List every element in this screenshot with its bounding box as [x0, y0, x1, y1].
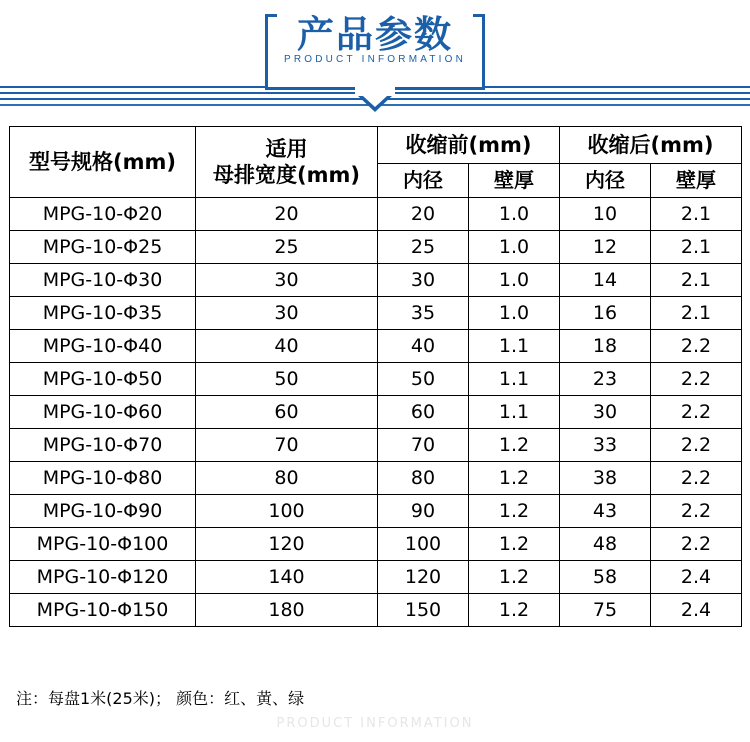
cell-before-wt: 1.0	[469, 297, 560, 330]
cell-after-wt: 2.2	[651, 495, 742, 528]
banner-arrow-inner-icon	[363, 96, 387, 107]
table-row	[10, 462, 742, 495]
header-after-wall-thickness: 壁厚	[651, 164, 742, 198]
table-row	[10, 264, 742, 297]
table-row	[10, 528, 742, 561]
cell-busbar: 80	[196, 462, 378, 495]
cell-before-wt: 1.0	[469, 264, 560, 297]
cell-before-id: 150	[378, 594, 469, 627]
cell-after-id: 16	[560, 297, 651, 330]
cell-model: MPG-10-Φ120	[10, 561, 196, 594]
table-header-row-1	[10, 127, 742, 164]
cell-before-wt: 1.2	[469, 561, 560, 594]
cell-after-id: 10	[560, 198, 651, 231]
cell-model: MPG-10-Φ80	[10, 462, 196, 495]
cell-after-wt: 2.2	[651, 330, 742, 363]
table-row	[10, 363, 742, 396]
cell-after-wt: 2.4	[651, 561, 742, 594]
cell-before-id: 25	[378, 231, 469, 264]
cell-before-id: 90	[378, 495, 469, 528]
cell-model: MPG-10-Φ25	[10, 231, 196, 264]
cell-before-wt: 1.1	[469, 396, 560, 429]
cell-before-id: 20	[378, 198, 469, 231]
cell-busbar: 180	[196, 594, 378, 627]
cell-after-wt: 2.2	[651, 462, 742, 495]
cell-busbar: 60	[196, 396, 378, 429]
cell-before-id: 120	[378, 561, 469, 594]
cell-after-wt: 2.2	[651, 429, 742, 462]
cell-model: MPG-10-Φ20	[10, 198, 196, 231]
cell-busbar: 40	[196, 330, 378, 363]
cell-after-id: 33	[560, 429, 651, 462]
cell-before-id: 50	[378, 363, 469, 396]
header-banner	[0, 0, 750, 118]
cell-before-wt: 1.1	[469, 330, 560, 363]
cell-after-id: 23	[560, 363, 651, 396]
table-row	[10, 330, 742, 363]
cell-model: MPG-10-Φ50	[10, 363, 196, 396]
header-before-wall-thickness: 壁厚	[469, 164, 560, 198]
header-after-shrink: 收缩后(mm)	[560, 127, 742, 164]
cell-before-id: 35	[378, 297, 469, 330]
table-row	[10, 561, 742, 594]
cell-before-id: 70	[378, 429, 469, 462]
cell-model: MPG-10-Φ70	[10, 429, 196, 462]
cell-before-wt: 1.0	[469, 198, 560, 231]
cell-before-id: 80	[378, 462, 469, 495]
page-subtitle: PRODUCT INFORMATION	[283, 54, 467, 65]
cell-after-id: 14	[560, 264, 651, 297]
table-row	[10, 495, 742, 528]
cell-after-id: 75	[560, 594, 651, 627]
cell-before-wt: 1.0	[469, 231, 560, 264]
cell-busbar: 25	[196, 231, 378, 264]
cell-before-id: 30	[378, 264, 469, 297]
header-busbar-line1: 适用	[265, 136, 308, 161]
spec-table-body	[10, 198, 742, 627]
cell-after-id: 38	[560, 462, 651, 495]
cell-busbar: 120	[196, 528, 378, 561]
cell-model: MPG-10-Φ35	[10, 297, 196, 330]
cell-after-wt: 2.1	[651, 264, 742, 297]
cell-after-wt: 2.2	[651, 528, 742, 561]
cell-busbar: 30	[196, 264, 378, 297]
cell-model: MPG-10-Φ90	[10, 495, 196, 528]
cell-busbar: 30	[196, 297, 378, 330]
header-after-inner-diameter: 内径	[560, 164, 651, 198]
cell-before-id: 60	[378, 396, 469, 429]
table-row	[10, 594, 742, 627]
cell-after-wt: 2.4	[651, 594, 742, 627]
cell-before-wt: 1.2	[469, 528, 560, 561]
cell-model: MPG-10-Φ40	[10, 330, 196, 363]
cell-model: MPG-10-Φ60	[10, 396, 196, 429]
cell-after-wt: 2.1	[651, 198, 742, 231]
cell-before-wt: 1.2	[469, 495, 560, 528]
cell-after-wt: 2.1	[651, 297, 742, 330]
table-row	[10, 231, 742, 264]
header-busbar-line2: 母排宽度(mm)	[213, 163, 360, 188]
cell-busbar: 100	[196, 495, 378, 528]
cell-model: MPG-10-Φ30	[10, 264, 196, 297]
table-row	[10, 429, 742, 462]
header-busbar-width	[196, 127, 378, 198]
cell-busbar: 20	[196, 198, 378, 231]
table-row	[10, 396, 742, 429]
cell-model: MPG-10-Φ100	[10, 528, 196, 561]
cell-after-id: 12	[560, 231, 651, 264]
header-before-inner-diameter: 内径	[378, 164, 469, 198]
cell-before-wt: 1.2	[469, 429, 560, 462]
cell-after-id: 48	[560, 528, 651, 561]
table-row	[10, 297, 742, 330]
table-note: 注：每盘1米(25米)； 颜色：红、黄、绿	[16, 689, 305, 708]
cell-after-wt: 2.2	[651, 396, 742, 429]
cell-busbar: 140	[196, 561, 378, 594]
cell-before-wt: 1.2	[469, 594, 560, 627]
cell-before-wt: 1.1	[469, 363, 560, 396]
page-title: 产品参数	[297, 13, 453, 56]
cell-after-wt: 2.1	[651, 231, 742, 264]
footer-watermark: PRODUCT INFORMATION	[276, 716, 474, 731]
cell-after-id: 30	[560, 396, 651, 429]
table-row	[10, 198, 742, 231]
header-model: 型号规格(mm)	[10, 127, 196, 198]
cell-after-id: 43	[560, 495, 651, 528]
cell-after-id: 18	[560, 330, 651, 363]
cell-model: MPG-10-Φ150	[10, 594, 196, 627]
spec-table	[9, 126, 742, 627]
cell-before-id: 100	[378, 528, 469, 561]
cell-after-wt: 2.2	[651, 363, 742, 396]
cell-before-id: 40	[378, 330, 469, 363]
cell-busbar: 50	[196, 363, 378, 396]
header-before-shrink: 收缩前(mm)	[378, 127, 560, 164]
cell-busbar: 70	[196, 429, 378, 462]
cell-after-id: 58	[560, 561, 651, 594]
spec-table-wrapper	[9, 126, 741, 627]
cell-before-wt: 1.2	[469, 462, 560, 495]
